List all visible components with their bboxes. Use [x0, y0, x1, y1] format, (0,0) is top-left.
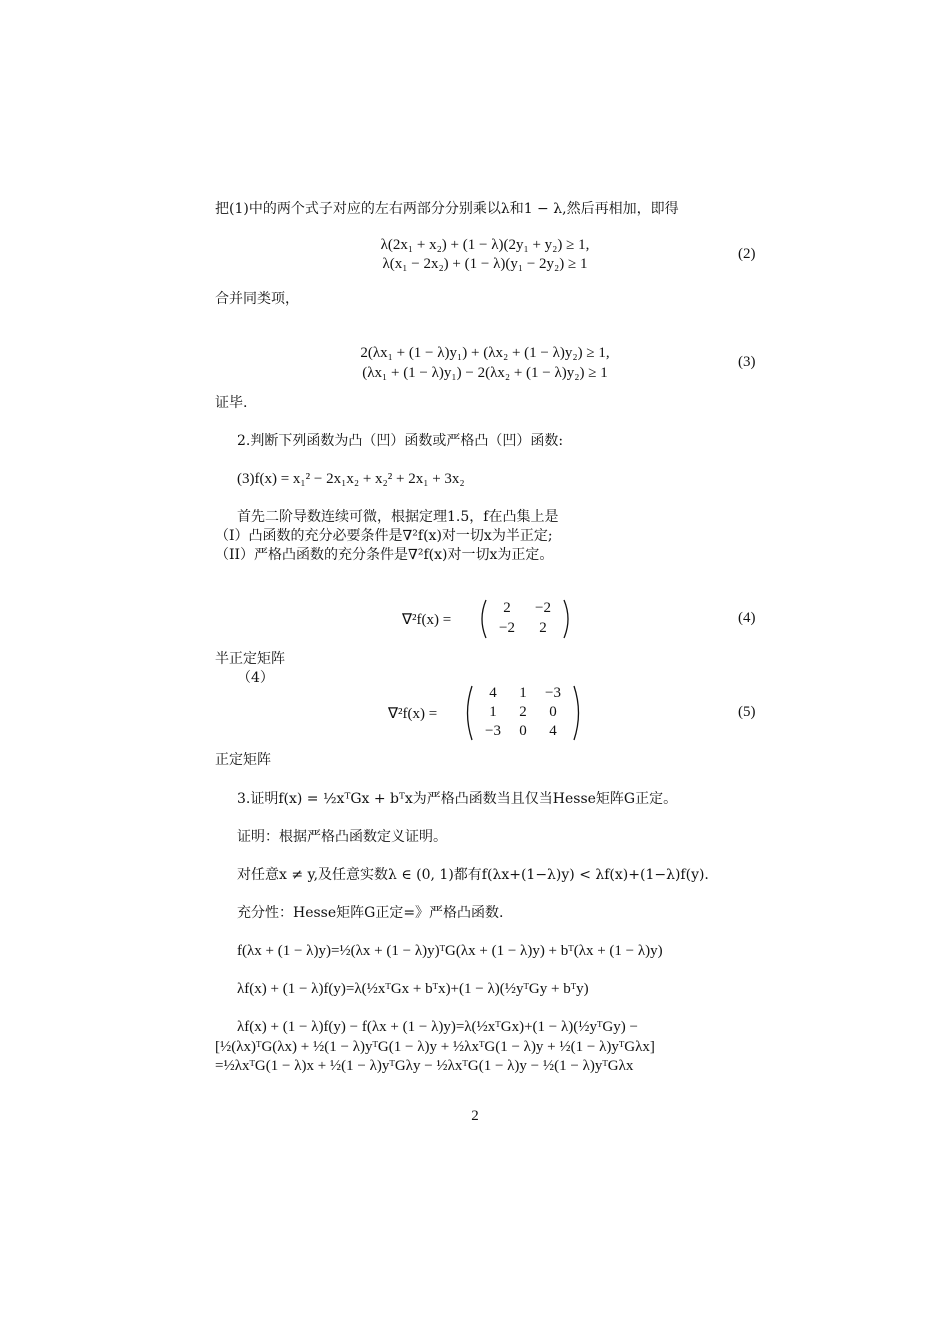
matrix-cell: −2 — [535, 600, 551, 616]
matrix-cell: 4 — [489, 685, 497, 701]
qed-text: 证毕. — [215, 395, 248, 411]
equation-4-lhs: ∇²f(x) = — [402, 612, 452, 628]
definition-line: 对任意x ≠ y,及任意实数λ ∈ (0, 1)都有f(λx+(1−λ)y) < λf(x)+(1−λ)f(y). — [237, 867, 709, 883]
matrix-cell: 2 — [539, 620, 547, 636]
question-2-function: (3)f(x) = x₁² − 2x₁x₂ + x₂² + 2x₁ + 3x₂ — [237, 471, 465, 487]
difference-line-2: [½(λx)ᵀG(λx) + ½(1 − λ)yᵀG(1 − λ)y + ½λxᵀG(1 − λ)y + ½(1 − λ)yᵀGλx] — [215, 1039, 655, 1055]
matrix-cell: 2 — [519, 704, 527, 720]
criteria-line-2: （I）凸函数的充分必要条件是∇²f(x)对一切x为半正定; — [215, 528, 553, 544]
equation-3-line-2: (λx₁ + (1 − λ)y₁) − 2(λx₂ + (1 − λ)y₂) ≥ 1 — [362, 365, 608, 381]
matrix-cell: 1 — [519, 685, 527, 701]
difference-line-1: λf(x) + (1 − λ)f(y) − f(λx + (1 − λ)y)=λ(½xᵀGx)+(1 − λ)(½yᵀGy) − — [237, 1019, 638, 1035]
left-paren-icon — [462, 684, 474, 742]
equation-3-number: (3) — [738, 354, 756, 370]
definite-text: 正定矩阵 — [215, 752, 271, 768]
item-4-label: （4） — [237, 670, 274, 686]
proof-intro: 证明：根据严格凸函数定义证明。 — [237, 829, 447, 845]
difference-line-3: =½λxᵀG(1 − λ)x + ½(1 − λ)yᵀGλy − ½λxᵀG(1 − λ)y − ½(1 − λ)yᵀGλx — [215, 1058, 634, 1074]
equation-2-line-2: λ(x₁ − 2x₂) + (1 − λ)(y₁ − 2y₂) ≥ 1 — [382, 256, 588, 272]
left-paren-icon — [476, 598, 488, 640]
equation-4-number: (4) — [738, 610, 756, 626]
expansion-line-1: f(λx + (1 − λ)y)=½(λx + (1 − λ)y)ᵀG(λx + (1 − λ)y) + bᵀ(λx + (1 − λ)y) — [237, 943, 663, 959]
question-2-title: 2.判断下列函数为凸（凹）函数或严格凸（凹）函数: — [237, 433, 564, 449]
matrix-cell: 2 — [503, 600, 511, 616]
matrix-cell: 0 — [549, 704, 557, 720]
expansion-line-2: λf(x) + (1 − λ)f(y)=λ(½xᵀGx + bᵀx)+(1 − λ)(½yᵀGy + bᵀy) — [237, 981, 589, 997]
equation-2-line-1: λ(2x₁ + x₂) + (1 − λ)(2y₁ + y₂) ≥ 1, — [380, 237, 590, 253]
question-3-title: 3.证明f(x) = ½xᵀGx + bᵀx为严格凸函数当且仅当Hesse矩阵G正定。 — [237, 791, 678, 807]
equation-4-matrix — [402, 598, 582, 642]
right-paren-icon — [562, 598, 574, 640]
semidefinite-text: 半正定矩阵 — [215, 651, 285, 667]
equation-3-line-1: 2(λx₁ + (1 − λ)y₁) + (λx₂ + (1 − λ)y₂) ≥ 1, — [360, 345, 610, 361]
matrix-cell: 4 — [549, 723, 557, 739]
equation-2-number: (2) — [738, 246, 756, 262]
criteria-line-1: 首先二阶导数连续可微，根据定理1.5，f在凸集上是 — [237, 509, 559, 525]
equation-5-number: (5) — [738, 704, 756, 720]
criteria-line-3: （II）严格凸函数的充分条件是∇²f(x)对一切x为正定。 — [215, 547, 554, 563]
matrix-cell: −3 — [485, 723, 501, 739]
intro-text: 把(1)中的两个式子对应的左右两部分分别乘以λ和1 − λ,然后再相加，即得 — [215, 201, 679, 217]
matrix-cell: 0 — [519, 723, 527, 739]
matrix-cell: −2 — [499, 620, 515, 636]
equation-5-lhs: ∇²f(x) = — [388, 706, 438, 722]
page-number: 2 — [471, 1108, 479, 1124]
sufficiency-line: 充分性：Hesse矩阵G正定=》严格凸函数. — [237, 905, 504, 921]
matrix-cell: −3 — [545, 685, 561, 701]
matrix-cell: 1 — [489, 704, 497, 720]
equation-5-matrix — [388, 684, 588, 744]
right-paren-icon — [572, 684, 584, 742]
merge-text: 合并同类项， — [215, 291, 299, 307]
